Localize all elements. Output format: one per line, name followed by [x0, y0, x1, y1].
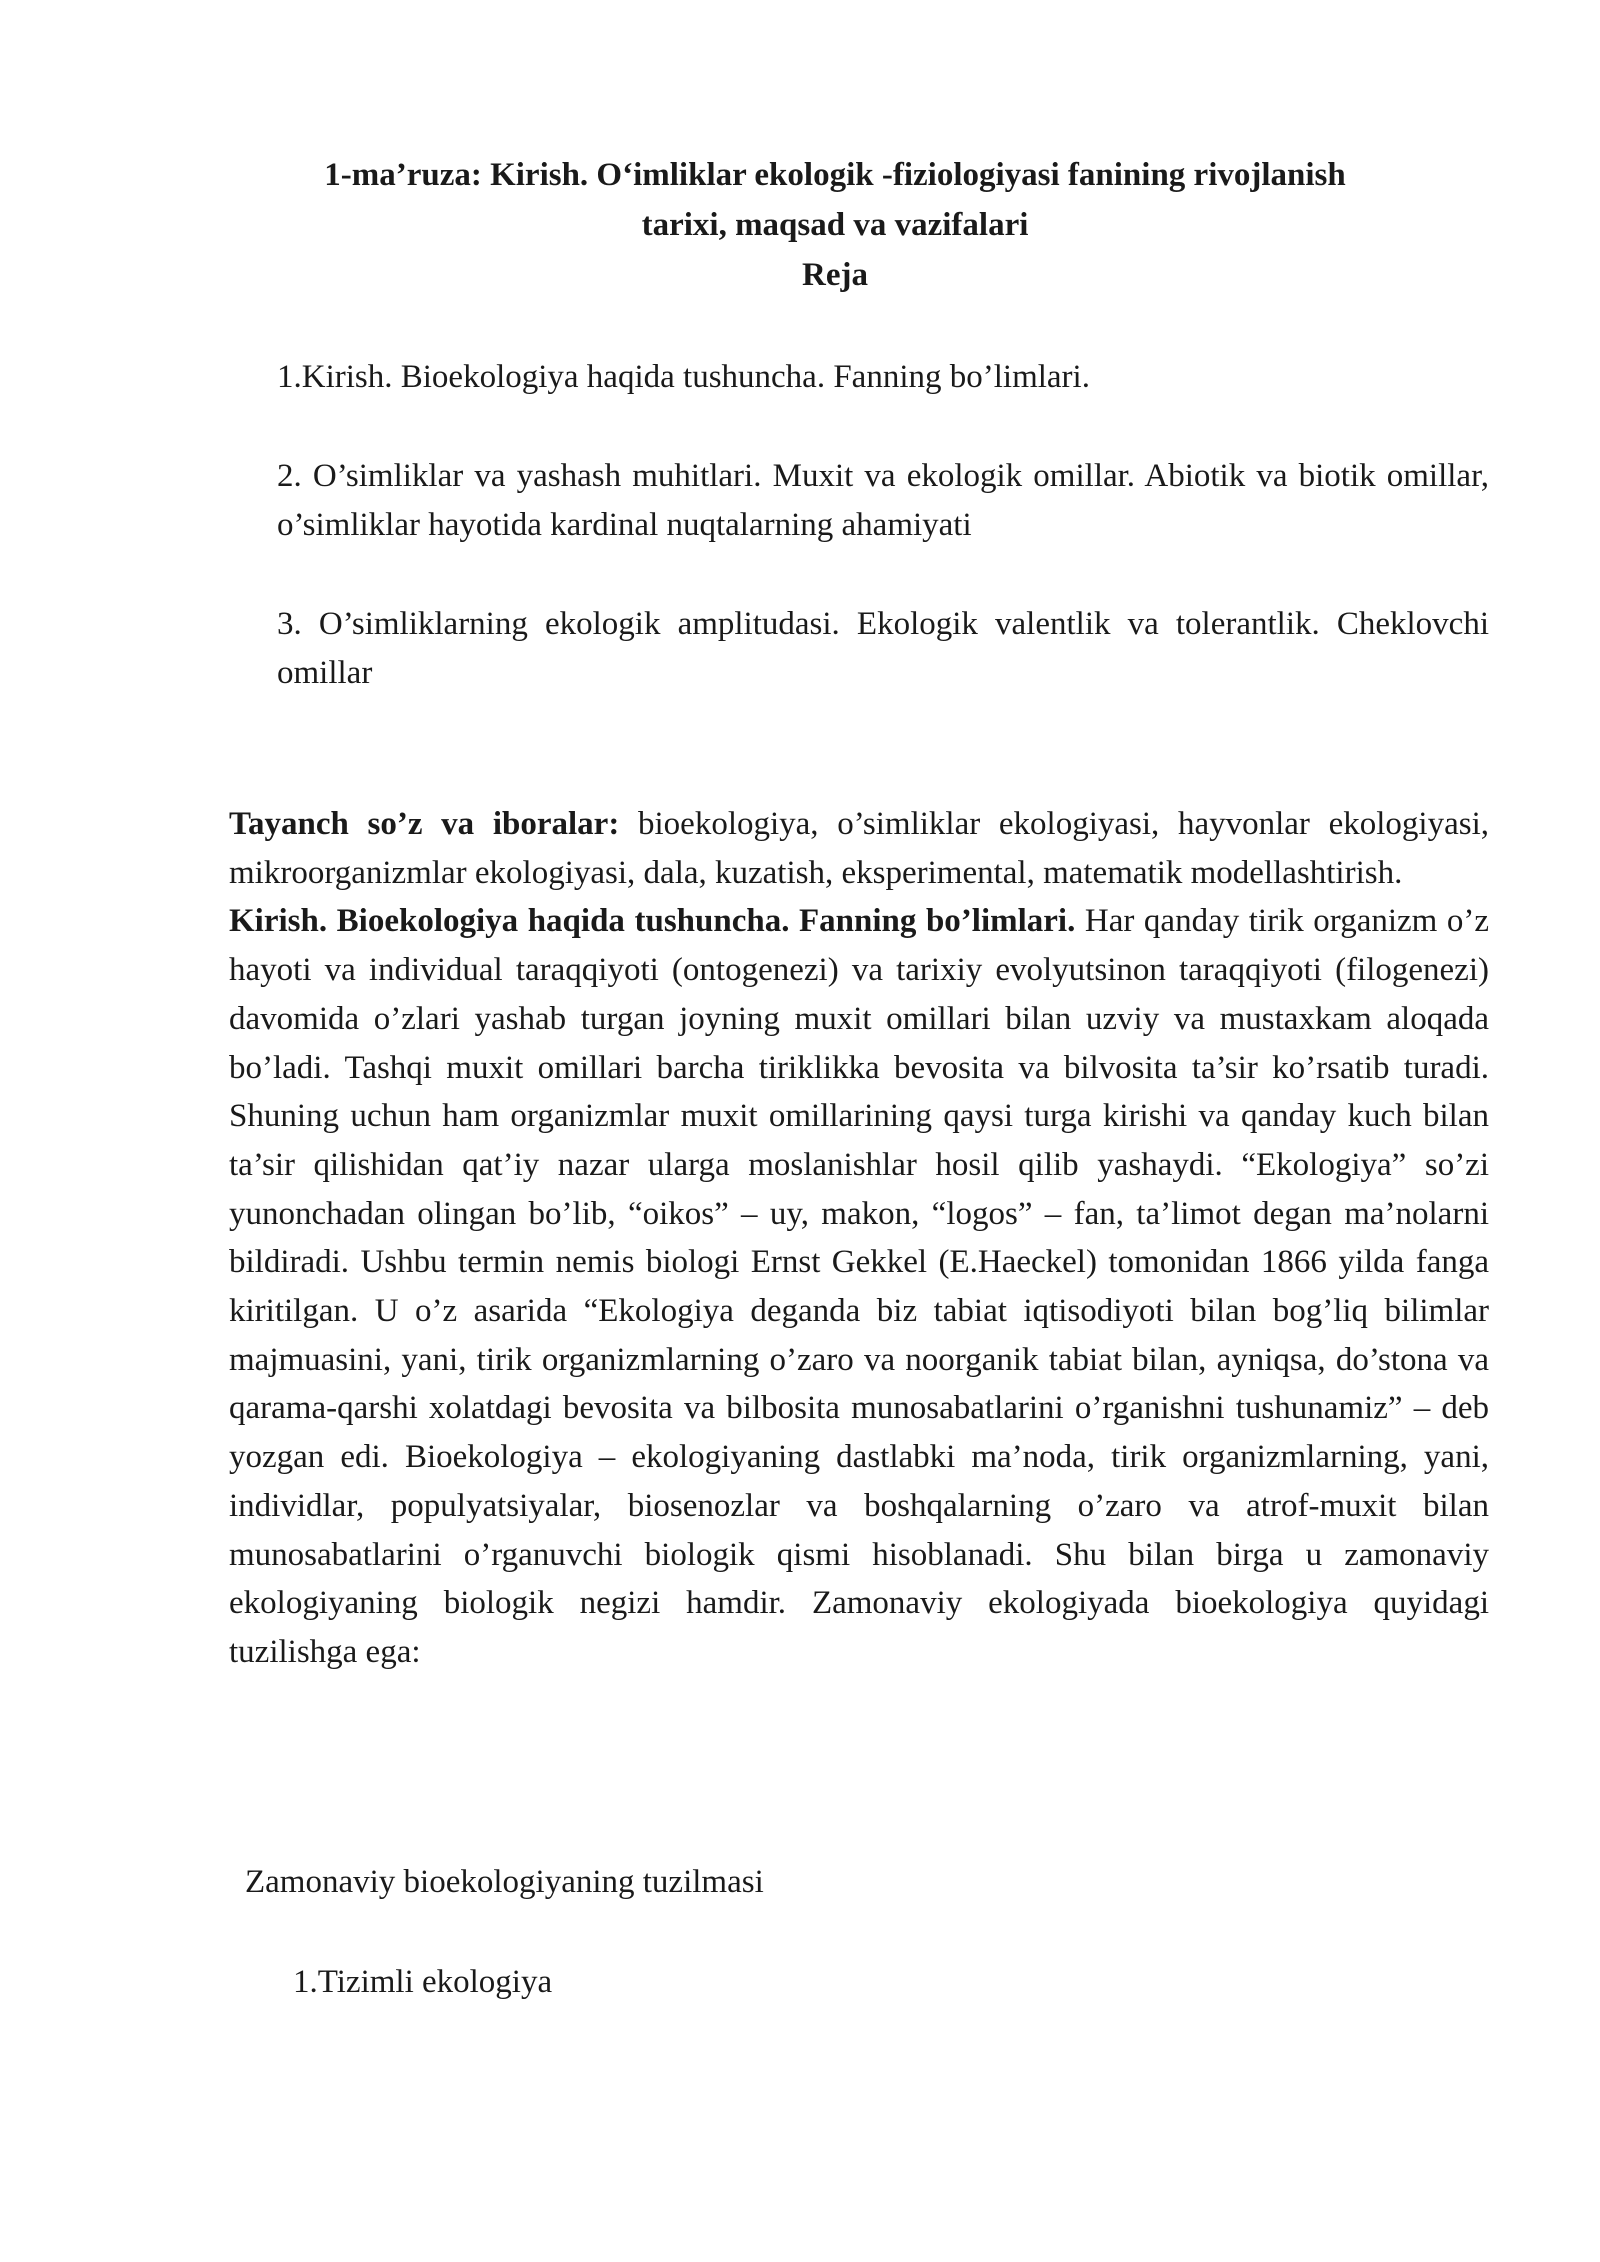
- body-text: [229, 800, 1489, 1677]
- plan-item-3: 3. O’simliklarning ekologik amplitudasi. Ekologik valentlik va tolerantlik. Cheklovchi omillar: [277, 606, 1489, 691]
- keywords-text: bioekologiya, o’simliklar ekologiyasi, hayvonlar ekologiyasi, mikroorganizmlar ekologiyasi, dala, kuzatish, eksperimental, matematik modellashtirish.: [229, 806, 1489, 891]
- title-line-1: 1-ma’ruza: Kirish. O‘imliklar ekologik -fiziologiyasi fanining rivojlanish: [324, 157, 1346, 193]
- structure-item-1: 1.Tizimli ekologiya: [293, 1964, 553, 2000]
- intro-paragraph: [229, 897, 1489, 1676]
- intro-heading: Kirish. Bioekologiya haqida tushuncha. Fanning bo’limlari.: [229, 903, 1076, 940]
- plan-item-2: 2. O’simliklar va yashash muhitlari. Muxit va ekologik omillar. Abiotik va biotik omillar, o’simliklar hayotida kardinal nuqtalarning ahamiyati: [277, 458, 1489, 543]
- intro-text: Har qanday tirik organizm o’z hayoti va individual taraqqiyoti (ontogenezi) va tarixiy evolyutsinon taraqqiyoti (filogenezi) davomida o’zlari yashab turgan joyning muxit omillari bilan uzviy va mustaxkam aloqada bo’ladi. Tashqi muxit omillari barcha tiriklikka bevosita va bilvosita ta’sir ko’rsatib turadi. Shuning uchun ham organizmlar muxit omillarining qaysi turga kirishi va qanday kuch bilan ta’sir qilishidan qat’iy nazar ularga moslanishlar hosil qilib yashaydi. “Ekologiya” so’zi yunonchadan olingan bo’lib, “oikos” – uy, makon, “logos” – fan, ta’limot degan ma’nolarni bildiradi. Ushbu termin nemis biologi Ernst Gekkel (E.Haeckel) tomonidan 1866 yilda fanga kiritilgan. U o’z asarida “Ekologiya deganda biz tabiat iqtisodiyoti bilan bog’liq bilimlar majmuasini, yani, tirik organizmlarning o’zaro va noorganik tabiat bilan, ayniqsa, do’stona va qarama-qarshi xolatdagi bevosita va bilbosita munosabatlarini o’rganishni tushunamiz” – deb yozgan edi. Bioekologiya – ekologiyaning dastlabki ma’noda, tirik organizmlarning, yani, individlar, populyatsiyalar, biosenozlar va boshqalarning o’zaro va atrof-muxit bilan munosabatlarini o’rganuvchi biologik qismi hisoblanadi. Shu bilan birga u zamonaviy ekologiyaning biologik negizi hamdir. Zamonaviy ekologiyada bioekologiya quyidagi tuzilishga ega:: [229, 903, 1490, 1670]
- title-line-2: tarixi, maqsad va vazifalari: [641, 207, 1029, 243]
- keywords-paragraph: [229, 800, 1489, 897]
- plan-list: [277, 353, 1489, 698]
- structure-title: Zamonaviy bioekologiyaning tuzilmasi: [245, 1864, 764, 1900]
- lecture-title: [230, 150, 1440, 300]
- keywords-label: Tayanch so’z va iboralar:: [229, 806, 620, 842]
- plan-item-1: 1.Kirish. Bioekologiya haqida tushuncha. Fanning bo’limlari.: [277, 359, 1090, 395]
- plan-heading: Reja: [802, 257, 868, 293]
